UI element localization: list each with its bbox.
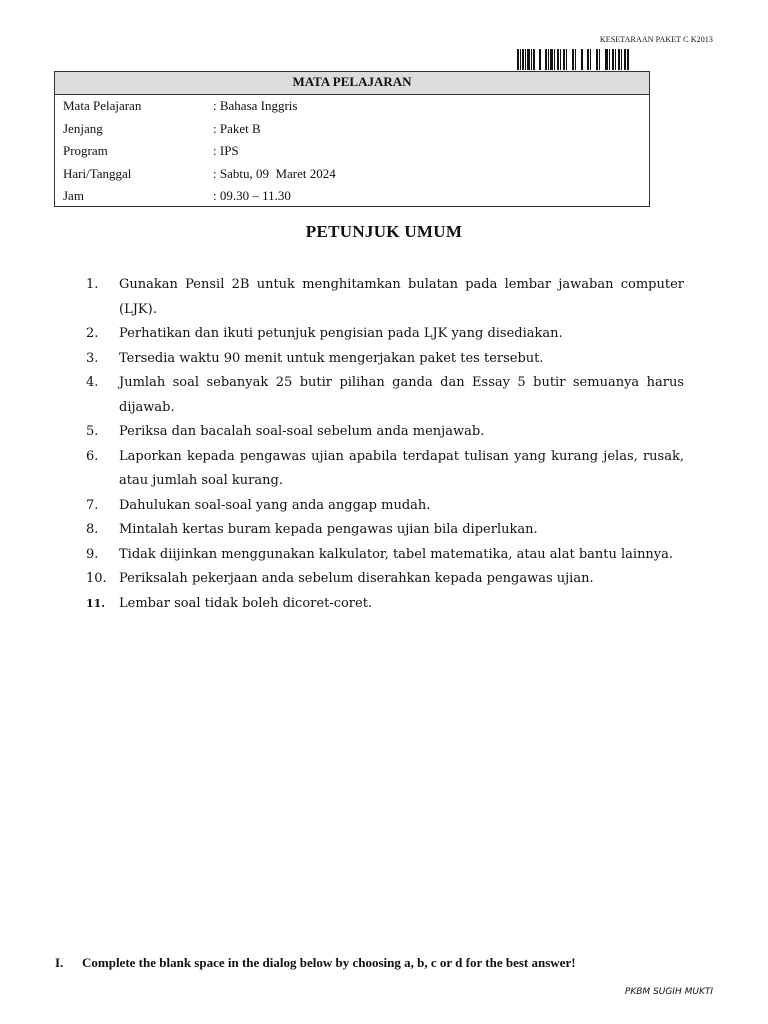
item-text: Tidak diijinkan menggunakan kalkulator, tabel matematika, atau alat bantu lainnya.	[119, 546, 674, 562]
subject-info-box	[54, 71, 650, 207]
info-value: : Sabtu, 09 Maret 2024	[213, 165, 336, 181]
info-row-level	[55, 118, 649, 141]
info-row-date	[55, 163, 649, 186]
info-value: : 09.30 – 11.30	[213, 188, 291, 203]
item-number: 2.	[86, 326, 99, 341]
section-heading	[55, 955, 735, 971]
list-item	[86, 567, 684, 592]
info-row-subject	[55, 95, 649, 118]
list-item	[86, 518, 684, 543]
item-text: Jumlah soal sebanyak 25 butir pilihan ganda dan Essay 5 butir semuanya harus dijawab.	[119, 375, 684, 415]
item-number: 9.	[86, 546, 99, 562]
item-text: Dahulukan soal-soal yang anda anggap mudah.	[119, 497, 431, 513]
info-value: : Paket B	[213, 120, 261, 136]
item-number: 6.	[86, 448, 99, 464]
item-number: 5.	[86, 424, 99, 439]
item-text: Lembar soal tidak boleh dicoret-coret.	[119, 595, 373, 611]
info-label: Program	[63, 143, 108, 158]
info-label: Jam	[63, 188, 84, 203]
info-row-program	[55, 140, 649, 163]
info-row-time	[55, 185, 649, 208]
barcode-icon	[517, 49, 629, 70]
item-text: Laporkan kepada pengawas ujian apabila terdapat tulisan yang kurang jelas, rusak, atau jumlah soal kurang.	[119, 448, 684, 488]
list-item	[86, 445, 684, 494]
item-number: 4.	[86, 375, 99, 390]
info-label: Hari/Tanggal	[63, 165, 132, 181]
document-code: KESETARAAN PAKET C K2013	[599, 35, 713, 44]
list-item	[86, 543, 684, 568]
list-item	[86, 420, 684, 445]
info-box-title: MATA PELAJARAN	[55, 72, 649, 95]
list-item	[86, 322, 684, 347]
item-number: 10.	[86, 571, 107, 586]
list-item	[86, 371, 684, 420]
footer-institution: PKBM SUGIH MUKTI	[624, 987, 713, 997]
item-text: Gunakan Pensil 2B untuk menghitamkan bulatan pada lembar jawaban computer (LJK).	[119, 277, 684, 317]
item-text: Periksa dan bacalah soal-soal sebelum anda menjawab.	[119, 424, 485, 439]
list-item	[86, 347, 684, 372]
info-value: : IPS	[213, 143, 239, 158]
item-text: Perhatikan dan ikuti petunjuk pengisian pada LJK yang disediakan.	[119, 326, 563, 341]
instructions-list	[86, 273, 684, 616]
item-number: 3.	[86, 350, 99, 366]
item-number: 1.	[86, 277, 99, 292]
item-number: 8.	[86, 522, 99, 537]
item-number: 7.	[86, 497, 99, 513]
item-number: 11.	[86, 596, 106, 610]
item-text: Periksalah pekerjaan anda sebelum diserahkan kepada pengawas ujian.	[119, 571, 594, 586]
list-item	[86, 592, 684, 617]
info-label: Mata Pelajaran	[63, 98, 142, 113]
instructions-title: PETUNJUK UMUM	[305, 222, 463, 241]
section-number: I.	[55, 955, 64, 970]
list-item	[86, 494, 684, 519]
info-value: : Bahasa Inggris	[213, 98, 298, 113]
section-text: Complete the blank space in the dialog below by choosing a, b, c or d for the best answer!	[82, 955, 576, 970]
item-text: Tersedia waktu 90 menit untuk mengerjakan paket tes tersebut.	[119, 350, 544, 366]
item-text: Mintalah kertas buram kepada pengawas ujian bila diperlukan.	[119, 522, 538, 537]
list-item	[86, 273, 684, 322]
info-label: Jenjang	[63, 120, 103, 136]
